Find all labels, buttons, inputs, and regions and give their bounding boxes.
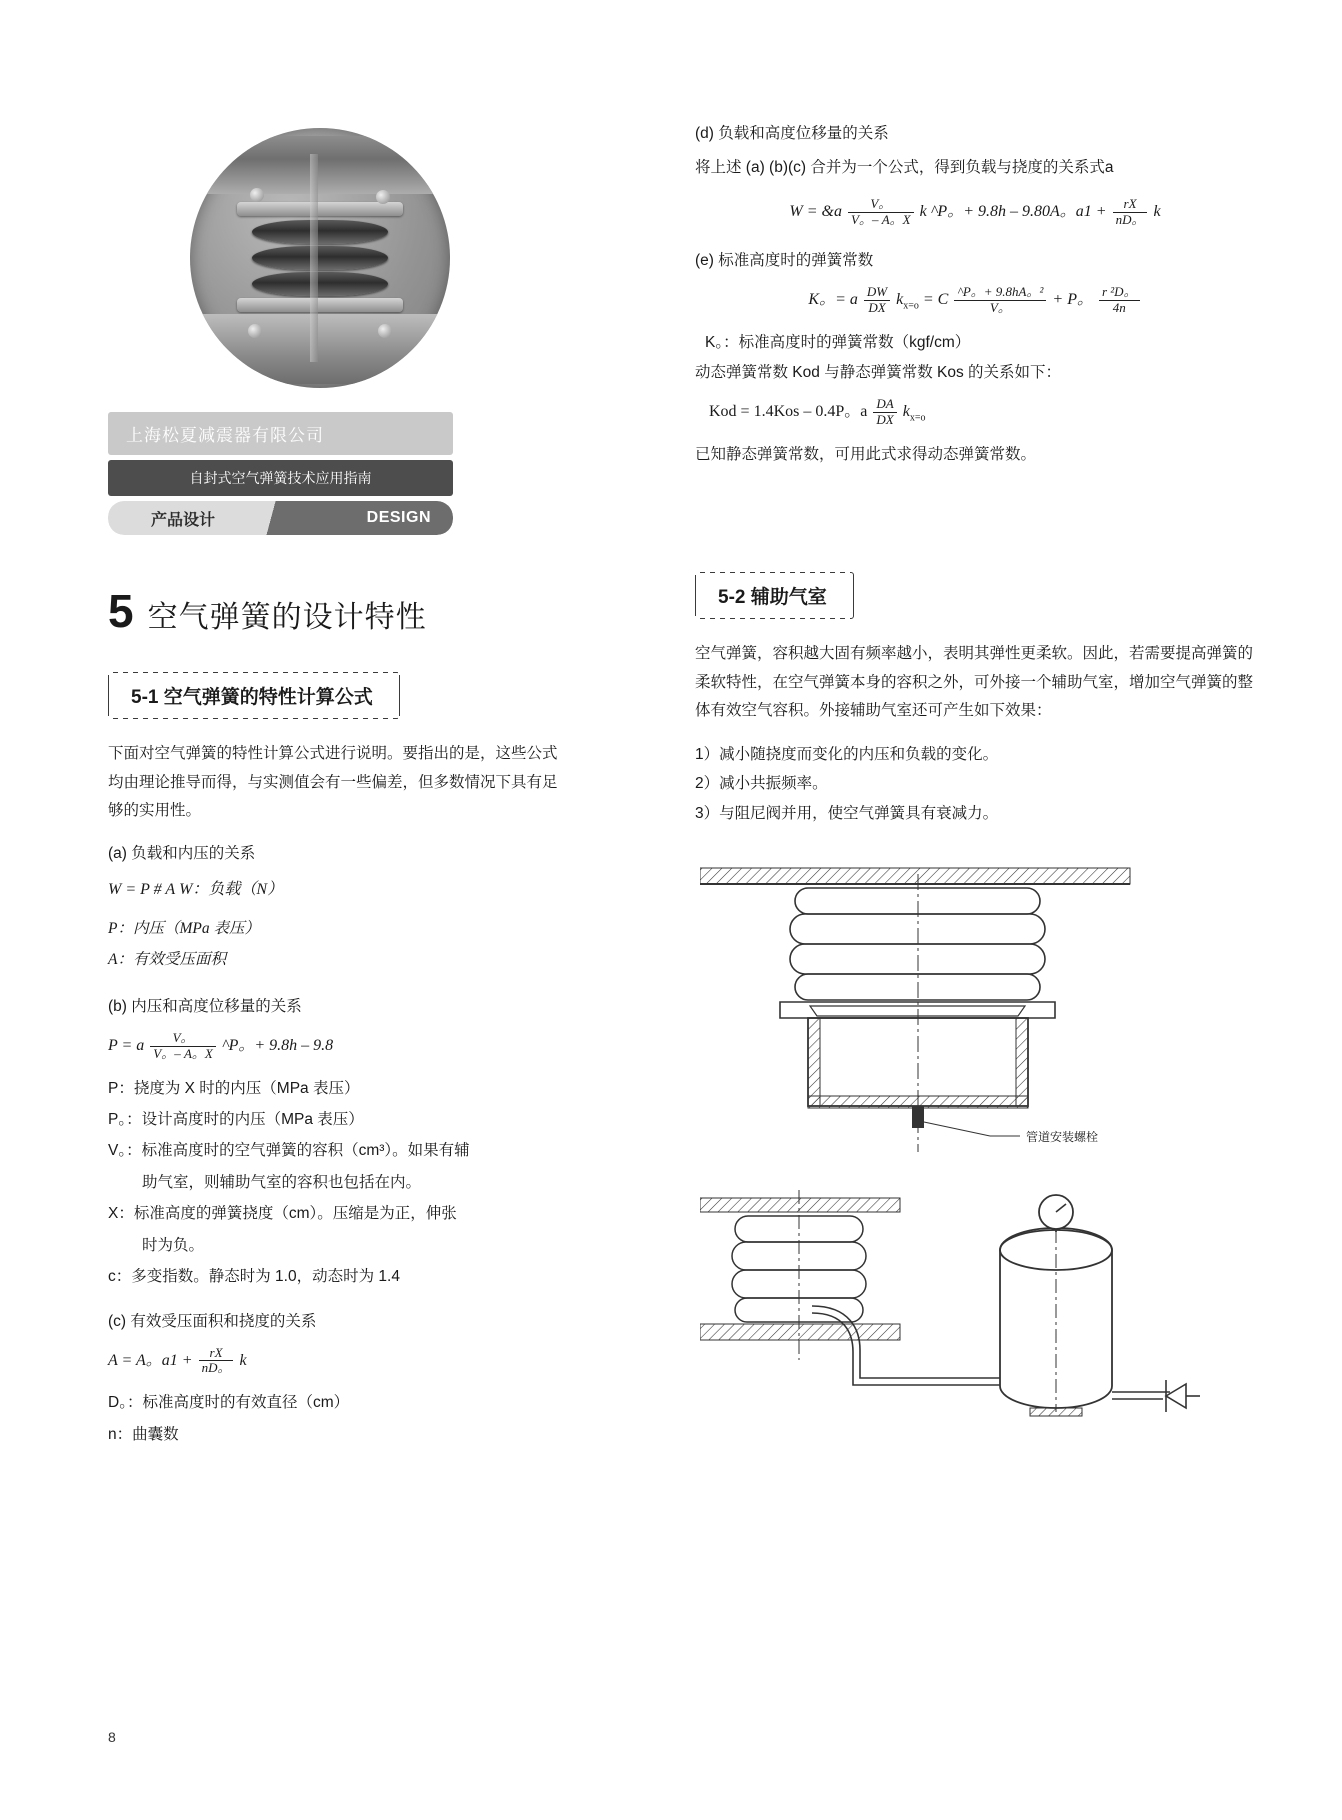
section-52-body — [695, 640, 1255, 828]
company-bar: 上海松夏减震器有限公司 — [108, 412, 453, 455]
formula-b-tail: ^P。+ 9.8h – 9.8 — [221, 1036, 334, 1054]
formula-c — [108, 1346, 558, 1377]
formula-e-mid1: k — [896, 291, 904, 309]
subsection-a-defs — [108, 914, 558, 975]
photo-plate-lower — [237, 298, 403, 312]
photo-bellow-3 — [252, 272, 387, 296]
formula-kod-tail: k — [902, 403, 910, 421]
subsection-d-title: (d) 负载和高度位移量的关系 — [695, 125, 889, 142]
formula-b-den: V。– A。X — [153, 1045, 213, 1061]
chapter-number: 5 — [108, 585, 134, 637]
formula-e-num-3: r ²D。 — [1099, 285, 1140, 301]
section-52-para1: 空气弹簧，容积越大固有频率越小，表明其弹性更柔软。因此，若需要提高弹簧的柔软特性，在空气弹簧本身的容积之外，可外接一个辅助气室，增加空气弹簧的整体有效空气容积。外接辅助气室还可产生如下效果： — [695, 645, 1254, 720]
formula-e-fraction-3 — [1099, 285, 1140, 316]
photo-bellow-1 — [252, 220, 387, 244]
subsection-c-defs — [108, 1388, 558, 1449]
formula-e — [695, 285, 1255, 316]
product-photo-circle — [190, 128, 450, 388]
formula-b-fraction — [150, 1031, 216, 1062]
formula-d-mid: k ^P。+ 9.8h – 9.80A。a1 + — [919, 202, 1107, 220]
formula-e-eq: = C — [922, 291, 949, 309]
formula-c-tail: k — [239, 1351, 247, 1369]
def-e-relation: 动态弹簧常数 Kod 与静态弹簧常数 Kos 的关系如下： — [695, 363, 1062, 381]
formula-b-num: V。 — [150, 1031, 216, 1047]
subsection-b-defs — [108, 1074, 558, 1292]
design-bar-cn: 产品设计 — [108, 501, 258, 535]
formula-c-num: rX — [199, 1346, 234, 1362]
def-b-X-cont: 时为负。 — [142, 1236, 205, 1254]
section-d-e — [695, 120, 1255, 469]
formula-e-num-1: DW — [864, 285, 890, 301]
formula-c-lead: A = A。a1 + — [108, 1351, 193, 1369]
subsection-e-title: (e) 标准高度时的弹簧常数 — [695, 252, 874, 270]
formula-a-def1: W：负载（N） — [179, 880, 284, 898]
design-bar — [108, 501, 453, 535]
formula-d-den-1: V。– A。X — [851, 211, 911, 227]
section-51-heading-wrap — [108, 672, 528, 719]
design-bar-en: DESIGN — [288, 501, 453, 535]
chapter-title: 空气弹簧的设计特性 — [147, 601, 427, 634]
guide-bar: 自封式空气弹簧技术应用指南 — [108, 460, 453, 496]
subsection-c-title: (c) 有效受压面积和挠度的关系 — [108, 1312, 317, 1330]
def-b-P0: P。：设计高度时的内压（MPa 表压） — [108, 1110, 364, 1128]
photo-bolt-bottom-left — [248, 324, 262, 338]
product-photo — [190, 128, 450, 388]
subsection-b-title: (b) 内压和高度位移量的关系 — [108, 997, 302, 1015]
formula-b — [108, 1031, 558, 1062]
formula-b-lead: P = a — [108, 1036, 145, 1054]
formula-d-fraction-2 — [1113, 197, 1148, 228]
formula-d-lead: W = &a — [789, 202, 842, 220]
formula-d-num-2: rX — [1113, 197, 1148, 213]
figure-1-caption-text: 管道安装螺栓 — [1026, 1130, 1099, 1144]
subsection-d-text: 将上述 (a) (b)(c) 合并为一个公式，得到负载与挠度的关系式a — [695, 158, 1114, 176]
def-b-V0: V。：标准高度时的空气弹簧的容积（cm³）。如果有辅 — [108, 1142, 470, 1160]
formula-kod-fraction — [873, 397, 896, 428]
section-52-item-3: 3）与阻尼阀并用，使空气弹簧具有衰减力。 — [695, 804, 999, 822]
formula-d — [695, 197, 1255, 228]
section-52-item-2: 2）减小共振频率。 — [695, 775, 828, 793]
formula-kod-lead: Kod = 1.4Kos – 0.4P。a — [709, 403, 868, 421]
photo-center-rod — [310, 154, 318, 362]
def-b-X: X：标准高度的弹簧挠度（cm）。压缩是为正，伸张 — [108, 1205, 457, 1223]
section-51-body — [108, 740, 558, 1451]
section-51-intro: 下面对空气弹簧的特性计算公式进行说明。要指出的是，这些公式均由理论推导而得，与实测值会有一些偏差，但多数情况下具有足够的实用性。 — [108, 745, 558, 820]
section-e-closing: 已知静态弹簧常数，可用此式求得动态弹簧常数。 — [695, 445, 1037, 463]
def-e-K0: K。：标准高度时的弹簧常数（kgf/cm） — [705, 334, 971, 352]
photo-top-band — [190, 136, 450, 194]
formula-e-lead: K。= a — [808, 291, 858, 309]
formula-e-plus: + P。 — [1052, 291, 1093, 309]
chapter-heading — [108, 585, 427, 637]
def-a-P: P：内压（MPa 表压） — [108, 919, 260, 937]
formula-e-fraction-2 — [954, 285, 1046, 316]
brand-stack — [108, 412, 453, 535]
photo-plate-upper — [237, 202, 403, 216]
formula-a-expr: W = P # A — [108, 880, 176, 898]
photo-bottom-band — [190, 314, 450, 384]
def-b-V0-cont: 助气室，则辅助气室的容积也包括在内。 — [142, 1173, 422, 1191]
section-52-heading-wrap — [695, 572, 1195, 619]
formula-c-fraction — [199, 1346, 234, 1377]
formula-kod-num: DA — [873, 397, 896, 413]
formula-d-den-2: nD。 — [1115, 211, 1145, 227]
formula-kod-sub: x=o — [909, 412, 926, 424]
formula-kod — [695, 397, 1255, 428]
formula-kod-den: DX — [876, 412, 894, 428]
formula-e-den-1: DX — [868, 300, 886, 316]
def-c-D0: D。：标准高度时的有效直径（cm） — [108, 1394, 350, 1412]
formula-e-sub: x=o — [903, 300, 919, 312]
formula-a — [108, 878, 558, 902]
def-b-c: c：多变指数。静态时为 1.0，动态时为 1.4 — [108, 1268, 400, 1286]
def-a-A: A：有效受压面积 — [108, 951, 226, 969]
section-52-heading: 5-2 辅助气室 — [695, 572, 854, 619]
figure-auxiliary-tank — [700, 1180, 1240, 1440]
section-52-item-1: 1）减小随挠度而变化的内压和负载的变化。 — [695, 746, 999, 764]
photo-bellow-2 — [252, 246, 387, 270]
formula-d-tail: k — [1153, 202, 1161, 220]
formula-c-den: nD。 — [201, 1360, 231, 1376]
formula-e-den-2: V。 — [989, 300, 1011, 316]
design-bar-divider — [258, 501, 288, 535]
formula-d-fraction-1 — [848, 197, 914, 228]
formula-e-den-3: 4n — [1112, 300, 1126, 316]
photo-bolt-bottom-right — [378, 324, 392, 338]
def-b-P: P：挠度为 X 时的内压（MPa 表压） — [108, 1079, 360, 1097]
figure-air-spring-section — [700, 860, 1240, 1160]
page-number: 8 — [108, 1729, 116, 1745]
photo-bolt-left — [250, 188, 264, 202]
formula-d-num-1: V。 — [848, 197, 914, 213]
section-51-heading: 5-1 空气弹簧的特性计算公式 — [108, 672, 400, 719]
subsection-a-title: (a) 负载和内压的关系 — [108, 845, 256, 863]
def-c-n: n：曲囊数 — [108, 1425, 179, 1443]
formula-e-num-2: ^P。+ 9.8hA。² — [954, 285, 1046, 301]
formula-e-fraction-1 — [864, 285, 890, 316]
photo-bolt-right — [376, 190, 390, 204]
